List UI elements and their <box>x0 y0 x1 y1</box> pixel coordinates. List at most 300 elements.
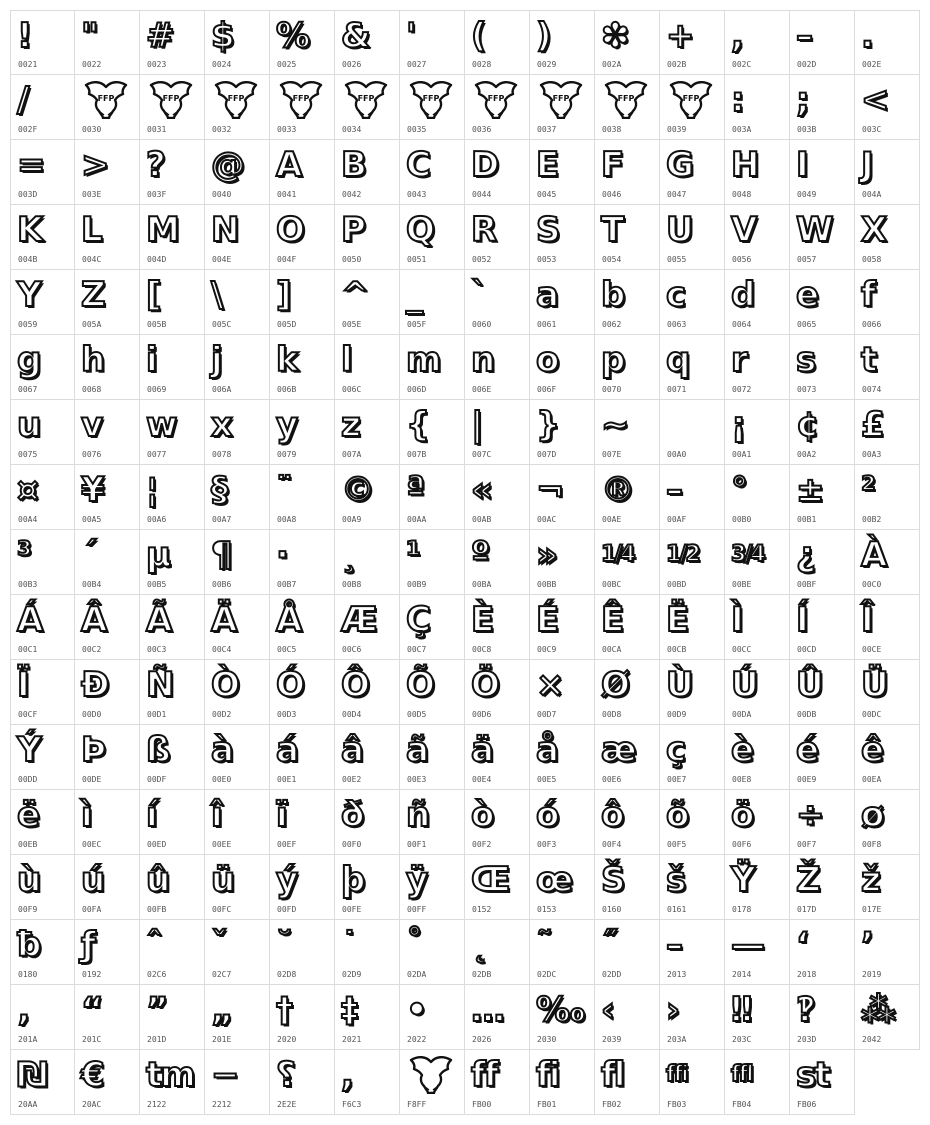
glyph-cell <box>75 10 140 75</box>
glyph-code-label: 00F6 <box>732 840 752 849</box>
glyph-cell <box>530 595 595 660</box>
glyph-code-label: 00F3 <box>537 840 557 849</box>
glyph-cell <box>660 985 725 1050</box>
glyph-cell <box>10 725 75 790</box>
glyph-sample: ó <box>536 795 558 835</box>
glyph-code-label: FB01 <box>537 1100 557 1109</box>
glyph-code-label: 00FB <box>147 905 167 914</box>
glyph-sample: ˆ <box>146 925 161 965</box>
glyph-cell <box>660 205 725 270</box>
glyph-code-label: 00E6 <box>602 775 622 784</box>
glyph-sample: = <box>17 145 44 185</box>
glyph-sample: 1/4 <box>601 542 634 567</box>
glyph-sample: Ÿ <box>731 860 754 900</box>
glyph-code-label: 0062 <box>602 320 622 329</box>
glyph-sample: ( <box>471 16 485 56</box>
glyph-sample: } <box>536 405 559 445</box>
glyph-code-label: 00AA <box>407 515 427 524</box>
glyph-cell <box>725 595 790 660</box>
glyph-sample: % <box>276 16 309 56</box>
glyph-cell <box>595 400 660 465</box>
glyph-sample: ÷ <box>796 795 823 835</box>
glyph-sample: < <box>861 80 888 120</box>
glyph-cell <box>140 270 205 335</box>
glyph-sample: Ì <box>731 600 742 640</box>
glyph-code-label: 00BC <box>602 580 622 589</box>
dove-icon <box>343 79 389 119</box>
glyph-code-label: 0033 <box>277 125 297 134</box>
glyph-cell <box>465 270 530 335</box>
glyph-sample: ˚ <box>406 925 421 965</box>
glyph-cell <box>855 790 920 855</box>
glyph-sample: Z <box>81 275 104 315</box>
glyph-cell <box>140 920 205 985</box>
glyph-code-label: 00A4 <box>18 515 38 524</box>
glyph-cell <box>270 530 335 595</box>
glyph-sample: û <box>146 860 169 900</box>
glyph-cell <box>10 855 75 920</box>
glyph-sample: ‘ <box>796 925 807 965</box>
glyph-cell <box>140 660 205 725</box>
glyph-cell <box>270 790 335 855</box>
glyph-code-label: 00F7 <box>797 840 817 849</box>
glyph-cell <box>465 855 530 920</box>
glyph-sample: / <box>17 80 28 120</box>
glyph-sample: Á <box>17 600 42 640</box>
glyph-sample: J <box>861 145 872 185</box>
glyph-code-label: 00D0 <box>82 710 102 719</box>
glyph-sample: P <box>341 210 364 250</box>
glyph-sample: L <box>81 210 101 250</box>
glyph-sample: ” <box>146 990 167 1030</box>
glyph-code-label: 00D5 <box>407 710 427 719</box>
glyph-sample: œ <box>536 860 572 900</box>
glyph-code-label: 00FF <box>407 905 427 914</box>
glyph-cell <box>465 335 530 400</box>
glyph-cell <box>660 140 725 205</box>
glyph-code-label: 00CF <box>18 710 38 719</box>
glyph-sample: ¥ <box>81 470 103 510</box>
glyph-code-label: 00C3 <box>147 645 167 654</box>
glyph-code-label: 00A5 <box>82 515 102 524</box>
glyph-sample: ff <box>471 1055 497 1095</box>
glyph-sample: Ñ <box>146 665 173 705</box>
glyph-sample: ’ <box>861 925 872 965</box>
glyph-code-label: 2022 <box>407 1035 427 1044</box>
dove-label: FFP <box>617 94 635 103</box>
dove-icon <box>538 79 584 119</box>
glyph-code-label: 0072 <box>732 385 752 394</box>
glyph-code-label: 004D <box>147 255 167 264</box>
glyph-cell <box>75 985 140 1050</box>
glyph-code-label: 0035 <box>407 125 427 134</box>
glyph-code-label: 0152 <box>472 905 492 914</box>
glyph-cell <box>465 725 530 790</box>
glyph-cell <box>660 10 725 75</box>
glyph-cell <box>855 10 920 75</box>
glyph-code-label: 02D9 <box>342 970 362 979</box>
glyph-sample: Ö <box>471 665 498 705</box>
glyph-cell <box>75 790 140 855</box>
glyph-code-label: 2E2E <box>277 1100 297 1109</box>
glyph-code-label: 2021 <box>342 1035 362 1044</box>
glyph-sample: æ <box>601 730 635 770</box>
glyph-cell <box>855 270 920 335</box>
glyph-sample: · <box>276 535 287 575</box>
glyph-cell <box>400 985 465 1050</box>
glyph-code-label: 0034 <box>342 125 362 134</box>
glyph-code-label: 00FD <box>277 905 297 914</box>
glyph-cell <box>335 790 400 855</box>
glyph-code-label: 0030 <box>82 125 102 134</box>
glyph-sample: F <box>601 145 623 185</box>
glyph-sample: V <box>731 210 756 250</box>
glyph-sample: ¿ <box>796 535 814 575</box>
glyph-sample: ‹ <box>601 990 614 1030</box>
glyph-sample: T <box>601 210 623 250</box>
glyph-code-label: 00EC <box>82 840 102 849</box>
glyph-cell <box>10 1050 75 1115</box>
glyph-cell <box>530 725 595 790</box>
glyph-code-label: 0058 <box>862 255 882 264</box>
glyph-sample: ƀ <box>17 925 40 965</box>
glyph-cell <box>270 335 335 400</box>
glyph-sample: Y <box>17 275 40 315</box>
glyph-cell <box>140 855 205 920</box>
glyph-code-label: 002D <box>797 60 817 69</box>
glyph-sample: – <box>666 470 681 510</box>
glyph-sample: Ý <box>17 730 40 770</box>
glyph-cell <box>205 985 270 1050</box>
glyph-cell <box>660 75 725 140</box>
glyph-sample: ¤ <box>17 470 37 510</box>
glyph-sample: ‚ <box>17 990 28 1030</box>
glyph-code-label: 0044 <box>472 190 492 199</box>
glyph-cell <box>465 1050 530 1115</box>
glyph-code-label: 007D <box>537 450 557 459</box>
glyph-code-label: 0061 <box>537 320 557 329</box>
glyph-cell <box>140 75 205 140</box>
glyph-cell <box>335 855 400 920</box>
glyph-cell <box>790 530 855 595</box>
glyph-sample: Î <box>861 600 872 640</box>
glyph-sample: ö <box>731 795 753 835</box>
glyph-code-label: 00E7 <box>667 775 687 784</box>
glyph-code-label: 0063 <box>667 320 687 329</box>
glyph-code-label: 00E1 <box>277 775 297 784</box>
glyph-sample: . <box>861 16 872 56</box>
glyph-code-label: 0028 <box>472 60 492 69</box>
glyph-code-label: 002A <box>602 60 622 69</box>
glyph-code-label: 2026 <box>472 1035 492 1044</box>
glyph-cell <box>595 75 660 140</box>
glyph-cell <box>725 335 790 400</box>
glyph-sample: ¸ <box>341 535 356 575</box>
glyph-sample: – <box>796 16 811 56</box>
glyph-sample: I <box>796 145 807 185</box>
glyph-sample: Ï <box>17 665 28 705</box>
glyph-code-label: 006D <box>407 385 427 394</box>
glyph-code-label: 0045 <box>537 190 557 199</box>
glyph-sample: E <box>536 145 558 185</box>
glyph-code-label: 00CD <box>797 645 817 654</box>
glyph-code-label: 0180 <box>18 970 38 979</box>
glyph-sample: Æ <box>341 600 376 640</box>
glyph-sample: – <box>666 925 681 965</box>
glyph-code-label: 0070 <box>602 385 622 394</box>
glyph-cell <box>205 465 270 530</box>
glyph-cell <box>790 75 855 140</box>
glyph-sample: ˇ <box>211 925 226 965</box>
glyph-code-label: 0078 <box>212 450 232 459</box>
glyph-cell <box>270 725 335 790</box>
glyph-cell <box>270 1050 335 1115</box>
glyph-code-label: 00C9 <box>537 645 557 654</box>
glyph-cell <box>595 595 660 660</box>
glyph-sample: | <box>471 405 482 445</box>
glyph-cell <box>660 1050 725 1115</box>
glyph-code-label: 2042 <box>862 1035 882 1044</box>
glyph-code-label: 003C <box>862 125 882 134</box>
glyph-code-label: 02DA <box>407 970 427 979</box>
glyph-sample: £ <box>861 405 883 445</box>
glyph-cell <box>725 270 790 335</box>
glyph-code-label: 0054 <box>602 255 622 264</box>
glyph-code-label: 00F8 <box>862 840 882 849</box>
glyph-code-label: 00CE <box>862 645 882 654</box>
glyph-sample: ý <box>276 860 297 900</box>
glyph-code-label: 005E <box>342 320 362 329</box>
glyph-cell <box>270 75 335 140</box>
glyph-sample: “ <box>81 990 102 1030</box>
glyph-code-label: 0066 <box>862 320 882 329</box>
glyph-sample: ⸮ <box>276 1055 294 1095</box>
glyph-code-label: 006C <box>342 385 362 394</box>
glyph-table <box>10 10 921 1116</box>
glyph-cell <box>10 270 75 335</box>
glyph-sample: O <box>276 210 303 250</box>
glyph-sample: l <box>341 340 351 380</box>
glyph-cell <box>10 75 75 140</box>
glyph-code-label: 0161 <box>667 905 687 914</box>
glyph-code-label: 2019 <box>862 970 882 979</box>
glyph-code-label: 0055 <box>667 255 687 264</box>
glyph-code-label: 0021 <box>18 60 38 69</box>
glyph-code-label: 0041 <box>277 190 297 199</box>
glyph-sample: ˛ <box>471 925 486 965</box>
glyph-code-label: 006E <box>472 385 492 394</box>
glyph-code-label: 00D9 <box>667 710 687 719</box>
glyph-cell <box>140 595 205 660</box>
glyph-cell <box>790 400 855 465</box>
glyph-cell <box>10 400 75 465</box>
dove-icon <box>148 79 194 119</box>
glyph-cell <box>530 985 595 1050</box>
glyph-code-label: 201E <box>212 1035 232 1044</box>
glyph-code-label: 00BF <box>797 580 817 589</box>
glyph-sample: , <box>731 16 742 56</box>
dove-label: FFP <box>97 94 115 103</box>
glyph-code-label: 0067 <box>18 385 38 394</box>
glyph-cell <box>270 465 335 530</box>
glyph-code-label: 2018 <box>797 970 817 979</box>
glyph-cell <box>75 660 140 725</box>
glyph-sample: â <box>341 730 362 770</box>
glyph-cell <box>530 465 595 530</box>
glyph-sample: g <box>17 340 40 380</box>
glyph-code-label: 00B8 <box>342 580 362 589</box>
glyph-sample: À <box>861 535 886 575</box>
glyph-sample: _ <box>406 275 421 315</box>
glyph-cell <box>140 465 205 530</box>
glyph-code-label: FB03 <box>667 1100 687 1109</box>
glyph-sample: t <box>861 340 876 380</box>
glyph-code-label: 203C <box>732 1035 752 1044</box>
glyph-cell <box>595 140 660 205</box>
glyph-code-label: 0023 <box>147 60 167 69</box>
glyph-cell <box>75 270 140 335</box>
glyph-sample: G <box>666 145 692 185</box>
glyph-cell <box>335 985 400 1050</box>
glyph-cell <box>205 335 270 400</box>
glyph-code-label: 006B <box>277 385 297 394</box>
glyph-cell <box>595 205 660 270</box>
glyph-code-label: 017D <box>797 905 817 914</box>
glyph-code-label: 00D3 <box>277 710 297 719</box>
glyph-sample: ˘ <box>276 925 291 965</box>
glyph-code-label: 005F <box>407 320 427 329</box>
glyph-sample: tm <box>146 1055 194 1095</box>
glyph-sample: ç <box>666 730 685 770</box>
glyph-cell <box>400 10 465 75</box>
glyph-sample: @ <box>211 145 243 185</box>
glyph-cell <box>335 75 400 140</box>
glyph-sample: Û <box>796 665 822 705</box>
glyph-sample: ¹ <box>406 535 419 575</box>
glyph-sample: ù <box>17 860 40 900</box>
glyph-sample: [ <box>146 275 160 315</box>
glyph-code-label: 00D6 <box>472 710 492 719</box>
glyph-sample: K <box>17 210 42 250</box>
glyph-code-label: 00E4 <box>472 775 492 784</box>
glyph-cell <box>10 985 75 1050</box>
glyph-cell <box>855 205 920 270</box>
glyph-code-label: 0059 <box>18 320 38 329</box>
glyph-cell <box>10 530 75 595</box>
glyph-sample: „ <box>211 990 232 1030</box>
dove-icon <box>473 79 519 119</box>
glyph-cell <box>725 205 790 270</box>
glyph-sample: ° <box>731 470 746 510</box>
glyph-code-label: 02DD <box>602 970 622 979</box>
glyph-sample: k <box>276 340 297 380</box>
glyph-cell <box>855 465 920 530</box>
glyph-cell <box>660 400 725 465</box>
glyph-cell <box>140 400 205 465</box>
glyph-code-label: 005A <box>82 320 102 329</box>
glyph-cell <box>595 985 660 1050</box>
glyph-code-label: 2212 <box>212 1100 232 1109</box>
glyph-sample: Å <box>276 600 301 640</box>
glyph-code-label: 0052 <box>472 255 492 264</box>
glyph-code-label: 00CC <box>732 645 752 654</box>
glyph-code-label: 005B <box>147 320 167 329</box>
glyph-code-label: 0043 <box>407 190 427 199</box>
glyph-sample: ð <box>341 795 363 835</box>
glyph-cell <box>205 140 270 205</box>
glyph-cell <box>75 400 140 465</box>
glyph-code-label: 00E5 <box>537 775 557 784</box>
glyph-code-label: 00B3 <box>18 580 38 589</box>
glyph-sample: þ <box>341 860 364 900</box>
glyph-sample: > <box>81 145 108 185</box>
glyph-sample: D <box>471 145 498 185</box>
glyph-code-label: 0192 <box>82 970 102 979</box>
glyph-code-label: 00F2 <box>472 840 492 849</box>
glyph-sample: u <box>17 405 40 445</box>
glyph-code-label: 00E9 <box>797 775 817 784</box>
glyph-sample: ! <box>17 16 31 56</box>
glyph-code-label: 0040 <box>212 190 232 199</box>
glyph-sample: e <box>796 275 818 315</box>
glyph-cell <box>75 465 140 530</box>
glyph-sample: õ <box>666 795 688 835</box>
glyph-sample: n <box>471 340 494 380</box>
glyph-cell <box>790 10 855 75</box>
glyph-sample: " <box>81 16 97 56</box>
glyph-cell <box>595 270 660 335</box>
glyph-cell <box>465 660 530 725</box>
glyph-code-label: 00C5 <box>277 645 297 654</box>
glyph-code-label: 201A <box>18 1035 38 1044</box>
glyph-cell <box>140 205 205 270</box>
glyph-cell <box>270 10 335 75</box>
glyph-code-label: 2030 <box>537 1035 557 1044</box>
glyph-cell <box>725 660 790 725</box>
glyph-code-label: 2122 <box>147 1100 167 1109</box>
glyph-code-label: 0024 <box>212 60 232 69</box>
glyph-cell <box>400 725 465 790</box>
glyph-code-label: 0051 <box>407 255 427 264</box>
glyph-cell <box>660 790 725 855</box>
glyph-code-label: 0047 <box>667 190 687 199</box>
glyph-code-label: 0073 <box>797 385 817 394</box>
glyph-sample: » <box>536 535 556 575</box>
glyph-sample: d <box>731 275 754 315</box>
glyph-cell <box>660 270 725 335</box>
glyph-cell <box>400 465 465 530</box>
glyph-cell <box>595 725 660 790</box>
glyph-cell <box>855 140 920 205</box>
glyph-cell <box>530 10 595 75</box>
glyph-cell <box>335 205 400 270</box>
glyph-code-label: 003A <box>732 125 752 134</box>
glyph-cell <box>855 855 920 920</box>
glyph-code-label: 00E8 <box>732 775 752 784</box>
glyph-cell <box>335 335 400 400</box>
glyph-code-label: 02C6 <box>147 970 167 979</box>
glyph-code-label: 006A <box>212 385 232 394</box>
glyph-sample: Ü <box>861 665 887 705</box>
glyph-sample: Í <box>796 600 807 640</box>
glyph-cell <box>530 140 595 205</box>
glyph-cell <box>660 725 725 790</box>
glyph-cell <box>400 790 465 855</box>
glyph-cell <box>855 725 920 790</box>
glyph-code-label: 004F <box>277 255 297 264</box>
dove-icon <box>278 79 324 119</box>
glyph-cell <box>400 335 465 400</box>
